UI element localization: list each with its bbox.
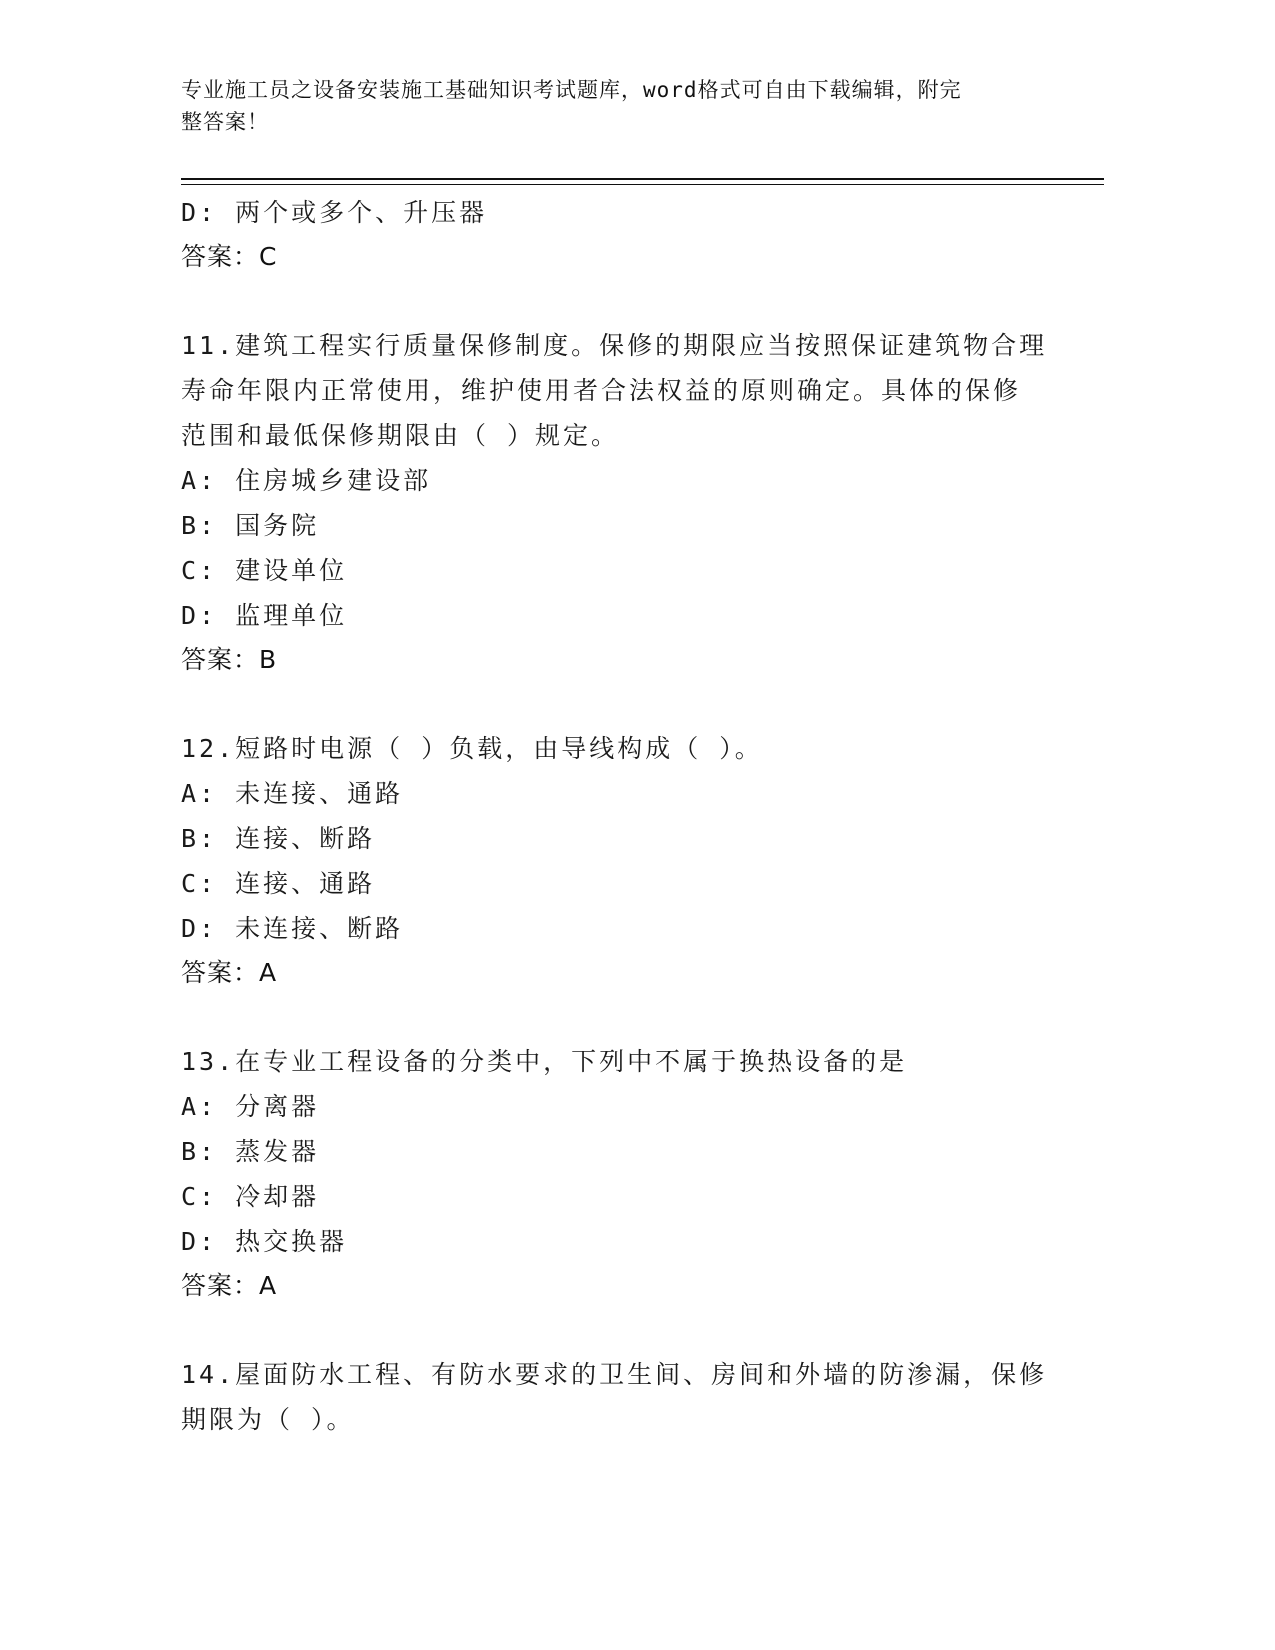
option-a: A: 分离器: [181, 1092, 320, 1121]
option-d: D: 未连接、断路: [181, 914, 404, 943]
option-b: B: 蒸发器: [181, 1137, 320, 1166]
question-text: 范围和最低保修期限由（ ）规定。: [181, 421, 620, 450]
option-c: C: 建设单位: [181, 556, 348, 585]
question-14: [181, 1352, 1061, 1442]
question-text: 13.在专业工程设备的分类中，下列中不属于换热设备的是: [181, 1047, 908, 1076]
header-line-1: 专业施工员之设备安装施工基础知识考试题库，word格式可自由下载编辑，附完: [181, 78, 962, 102]
question-text: 寿命年限内正常使用，维护使用者合法权益的原则确定。具体的保修: [181, 376, 1022, 405]
option-a: A: 住房城乡建设部: [181, 466, 432, 495]
answer: 答案：B: [181, 645, 278, 674]
header-rule-thin: [181, 184, 1104, 185]
question-11: [181, 323, 1061, 682]
option-b: B: 国务院: [181, 511, 320, 540]
question-text: 12.短路时电源（ ）负载，由导线构成（ ）。: [181, 734, 763, 763]
question-content: [181, 190, 1061, 1442]
option-b: B: 连接、断路: [181, 824, 376, 853]
answer: 答案：A: [181, 958, 278, 987]
option-d: D: 热交换器: [181, 1227, 348, 1256]
option-a: A: 未连接、通路: [181, 779, 404, 808]
document-header: [181, 74, 1051, 138]
option-c: C: 连接、通路: [181, 869, 376, 898]
answer: 答案：A: [181, 1271, 278, 1300]
question-text: 11.建筑工程实行质量保修制度。保修的期限应当按照保证建筑物合理: [181, 331, 1048, 360]
previous-question-tail: [181, 190, 1061, 279]
question-13: [181, 1039, 1061, 1308]
question-text: 期限为（ ）。: [181, 1405, 355, 1434]
header-line-2: 整答案！: [181, 110, 269, 134]
header-rule-thick: [181, 178, 1104, 180]
question-12: [181, 726, 1061, 995]
question-text: 14.屋面防水工程、有防水要求的卫生间、房间和外墙的防渗漏，保修: [181, 1360, 1048, 1389]
option-c: C: 冷却器: [181, 1182, 320, 1211]
option-d: D: 监理单位: [181, 601, 348, 630]
answer: 答案：C: [181, 242, 278, 271]
option-d: D: 两个或多个、升压器: [181, 198, 488, 227]
